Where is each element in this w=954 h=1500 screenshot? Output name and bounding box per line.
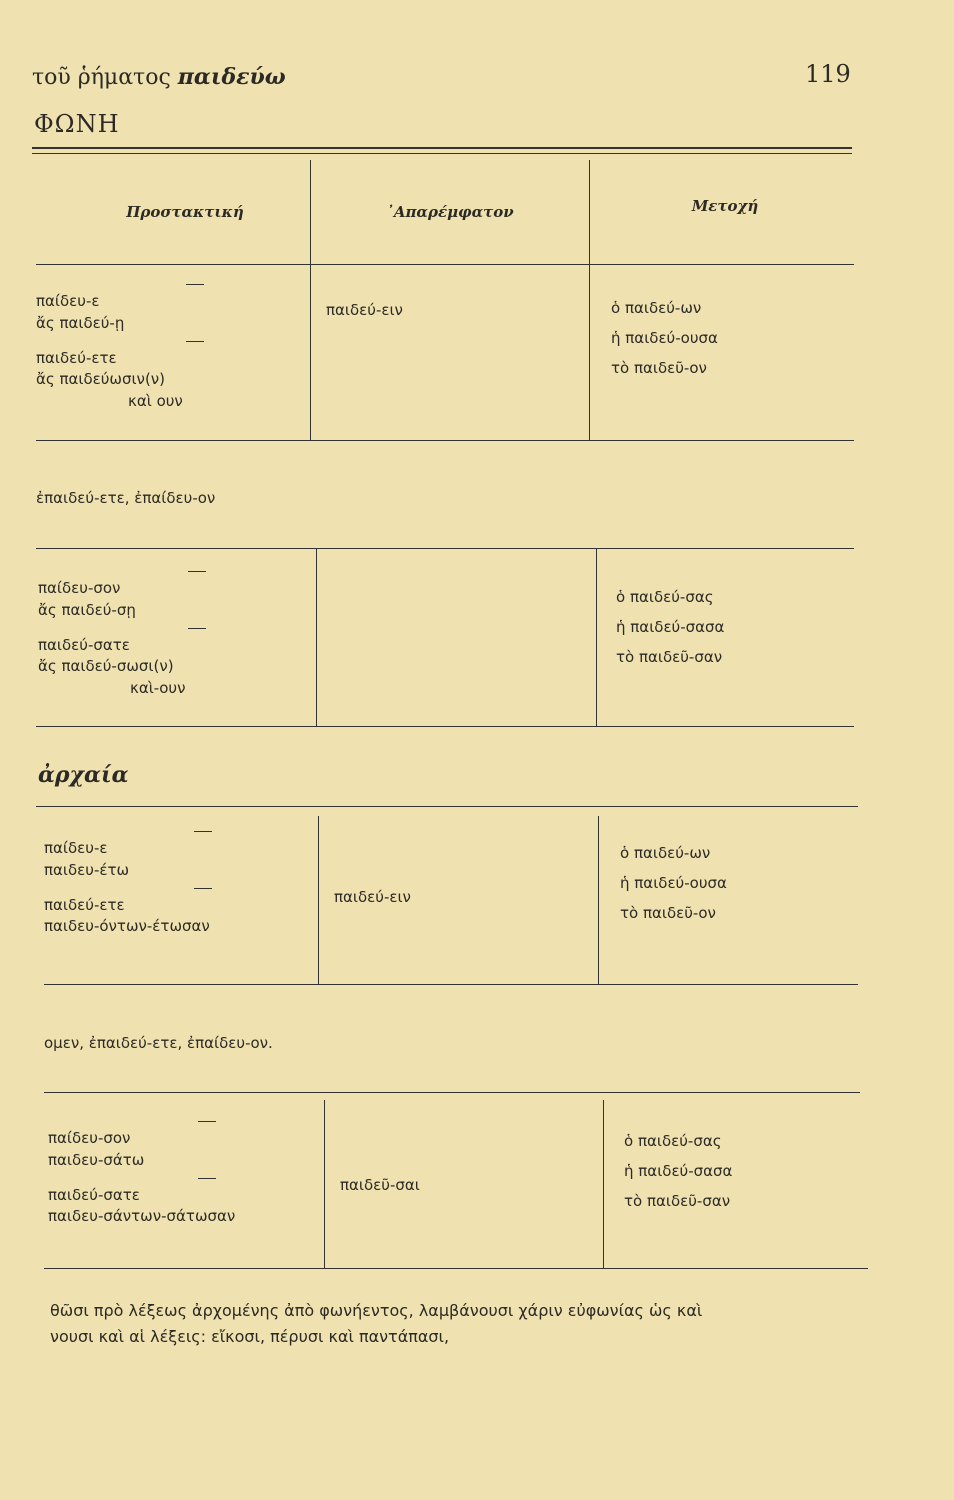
conjugation-form: καὶ ουν: [128, 392, 183, 410]
header-verb: παιδεύω: [177, 64, 286, 90]
column-divider: [596, 548, 597, 726]
conjugation-form: ὁ παιδεύ-ων: [611, 299, 702, 317]
column-divider: [318, 816, 319, 984]
conjugation-form: ὁ παιδεύ-σας: [624, 1132, 722, 1150]
footnote: [50, 1298, 930, 1351]
section-rule: [44, 1268, 868, 1269]
section3-participle: [620, 838, 727, 928]
dash-separator: [194, 831, 212, 832]
conjugation-form: παιδευ-σάτω: [48, 1150, 145, 1169]
conjugation-form: τὸ παιδεῦ-σαν: [616, 648, 723, 666]
conjugation-form: παίδευ-σον: [38, 579, 121, 597]
column-header-imperative: Προστακτική: [126, 203, 244, 221]
dash-separator: [188, 628, 206, 629]
section-rule: [36, 440, 854, 441]
conjugation-form: ὁ παιδεύ-ων: [620, 844, 711, 862]
archaia-heading: ἀρχαία: [38, 762, 129, 788]
conjugation-form: ἄς παιδεύ-σῃ: [38, 600, 136, 619]
conjugation-form: παιδεύ-σατε: [38, 635, 130, 654]
section-rule: [36, 548, 854, 549]
dash-separator: [198, 1121, 216, 1122]
section3-imperative: [44, 825, 314, 938]
column-divider: [324, 1100, 325, 1268]
conjugation-form: τὸ παιδεῦ-ον: [620, 904, 716, 922]
conjugation-form: τὸ παιδεῦ-σαν: [624, 1192, 731, 1210]
conjugation-form: παίδευ-σον: [48, 1129, 131, 1147]
column-header-participle: Μετοχή: [691, 197, 759, 215]
dash-separator: [186, 284, 204, 285]
conjugation-form: ἄς παιδεύωσιν(ν): [36, 370, 166, 389]
dash-separator: [194, 888, 212, 889]
conjugation-form: τὸ παιδεῦ-ον: [611, 359, 707, 377]
conjugation-form: παιδεύ-ετε: [36, 348, 117, 367]
section4-imperative: [48, 1115, 323, 1228]
section-rule: [44, 984, 858, 985]
conjugation-form: παίδευ-ε: [36, 292, 100, 310]
section1-imperative: [36, 278, 306, 413]
section4-infinitive: παιδεῦ-σαι: [340, 1176, 420, 1194]
column-divider: [598, 816, 599, 984]
section1-participle: [611, 293, 718, 383]
section-rule: [36, 726, 854, 727]
section-rule: [44, 1092, 860, 1093]
conjugation-form: παίδευ-ε: [44, 839, 108, 857]
column-divider: [603, 1100, 604, 1268]
section2-imperative: [38, 565, 308, 700]
column-divider: [310, 160, 311, 440]
table-header-rule: [36, 264, 854, 265]
conjugation-form: καὶ-ουν: [130, 679, 186, 697]
page-header-title: [32, 64, 286, 91]
conjugation-form: παιδευ-έτω: [44, 860, 130, 879]
conjugation-form: παιδευ-σάντων-σάτωσαν: [48, 1207, 236, 1226]
dash-separator: [198, 1178, 216, 1179]
column-divider: [316, 548, 317, 726]
section3-infinitive: παιδεύ-ειν: [334, 888, 411, 906]
section2-participle: [616, 582, 724, 672]
section4-participle: [624, 1126, 732, 1216]
conjugation-form: ἡ παιδεύ-ουσα: [611, 329, 718, 347]
header-voice: ΦΩΝΗ: [34, 110, 120, 138]
header-plain-text: τοῦ ῥήματος: [32, 65, 171, 90]
conjugation-form: παιδεύ-σατε: [48, 1185, 140, 1204]
conjugation-form: παιδευ-όντων-έτωσαν: [44, 917, 210, 936]
column-divider: [589, 160, 590, 440]
column-header-infinitive: ᾿Απαρέμφατον: [386, 203, 514, 221]
conjugation-form: ἡ παιδεύ-σασα: [616, 618, 725, 636]
conjugation-form: παιδεύ-ετε: [44, 895, 125, 914]
footnote-line: νουσι καὶ αἱ λέξεις: εἴκοσι, πέρυσι καὶ παντάπασι,: [50, 1327, 450, 1347]
section-note: ομεν, ἐπαιδεύ-ετε, ἐπαίδευ-ον.: [44, 1034, 273, 1052]
footnote-line: θῶσι πρὸ λέξεως ἀρχομένης ἀπὸ φωνήεντος, λαμβάνουσι χάριν εὐφωνίας ὡς καὶ: [50, 1301, 703, 1320]
conjugation-form: ἄς παιδεύ-ῃ: [36, 313, 125, 332]
conjugation-form: ἡ παιδεύ-ουσα: [620, 874, 727, 892]
conjugation-form: ἡ παιδεύ-σασα: [624, 1162, 733, 1180]
conjugation-form: ἄς παιδεύ-σωσι(ν): [38, 657, 174, 676]
conjugation-form: ὁ παιδεύ-σας: [616, 588, 714, 606]
dash-separator: [188, 571, 206, 572]
section-rule: [36, 806, 858, 807]
section1-infinitive: παιδεύ-ειν: [326, 301, 403, 319]
section-note: ἐπαιδεύ-ετε, ἐπαίδευ-ον: [36, 489, 216, 507]
header-rule-top: [32, 147, 852, 149]
page-number: 119: [805, 60, 851, 88]
dash-separator: [186, 341, 204, 342]
header-rule-bottom: [32, 153, 852, 154]
